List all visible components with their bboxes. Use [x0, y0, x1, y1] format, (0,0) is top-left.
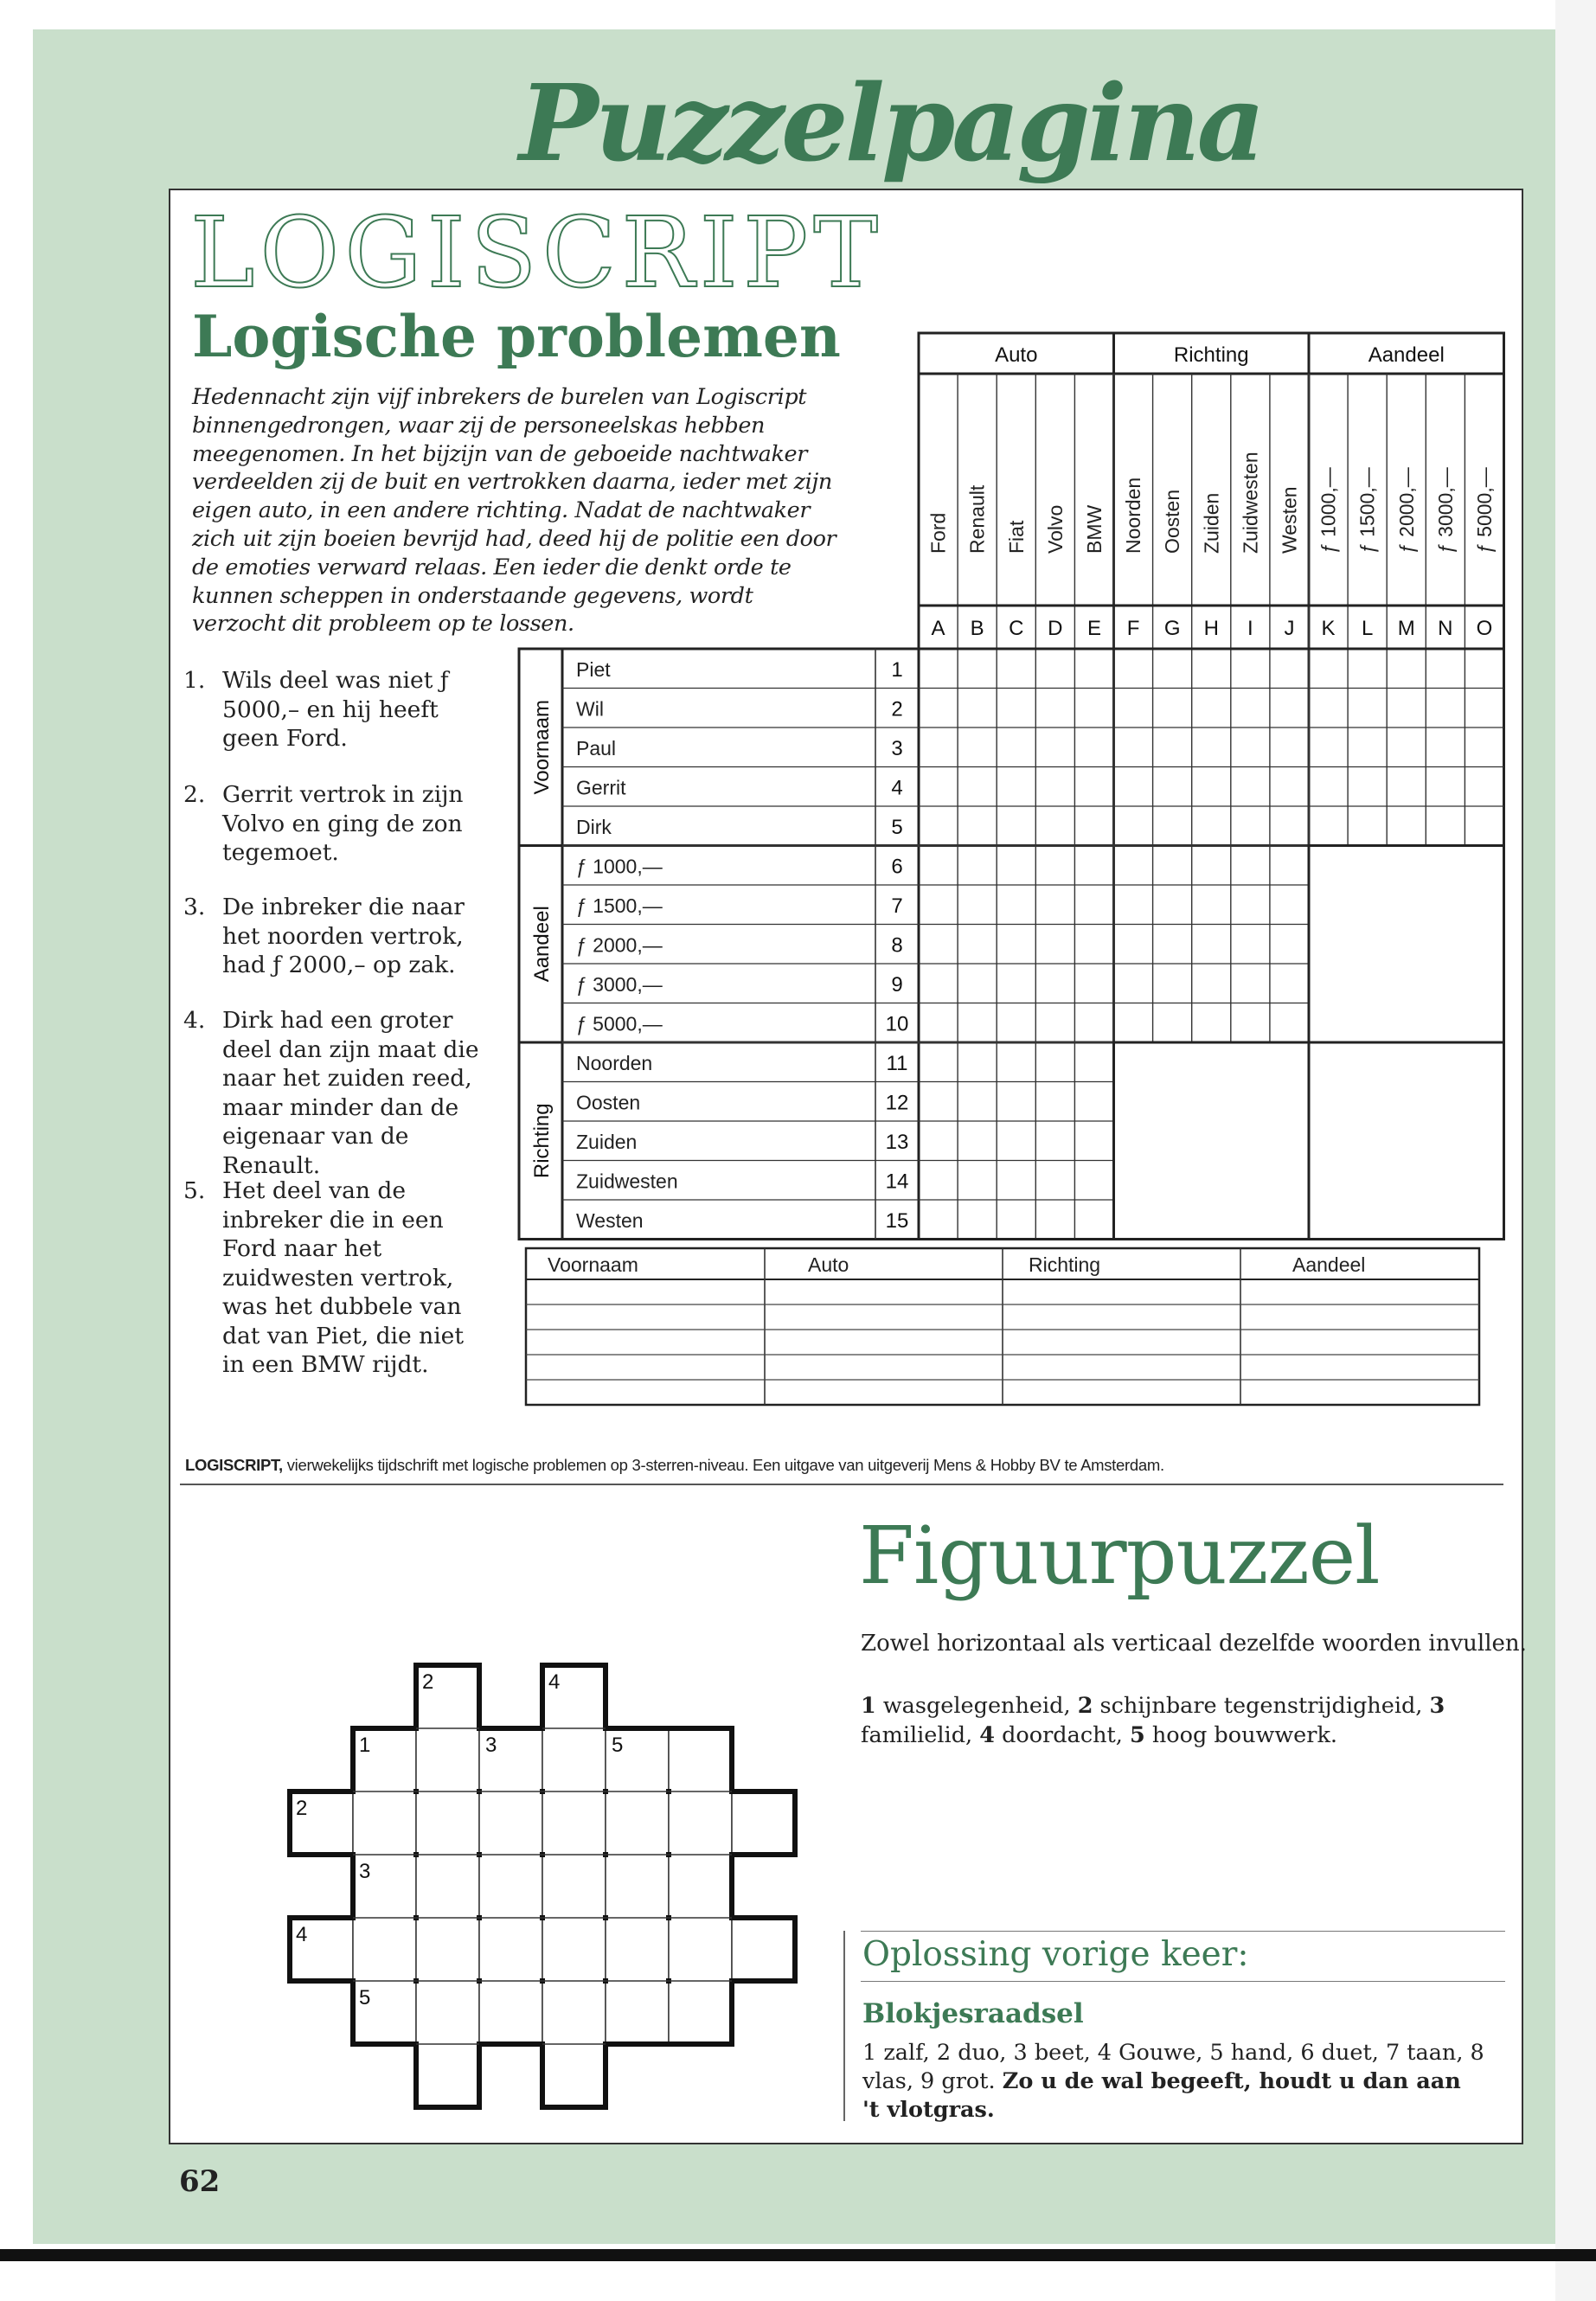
clue-text: Wils deel was niet ƒ 5000,– en hij heeft geen Ford. — [222, 667, 449, 752]
puzzle-cell — [416, 1728, 479, 1791]
column-letter: M — [1397, 617, 1415, 640]
row-label: ƒ 1000,— — [576, 855, 663, 878]
puzzle-cell — [606, 1981, 669, 2044]
fig-clue-text: hoog bouwwerk. — [1151, 1722, 1338, 1748]
cell-number: 2 — [296, 1797, 308, 1820]
puzzle-cell — [479, 1918, 542, 1981]
puzzle-cell — [542, 1791, 606, 1855]
puzzle-cell — [669, 1855, 732, 1918]
column-label: Oosten — [1161, 489, 1184, 554]
bottom-rule — [0, 2249, 1596, 2261]
column-letter: E — [1086, 617, 1101, 640]
puzzle-cell — [479, 1981, 542, 2044]
column-group-label: Richting — [1173, 343, 1249, 367]
row-label: Zuidwesten — [576, 1170, 678, 1193]
puzzle-cell — [353, 1918, 416, 1981]
puzzle-cell — [416, 1791, 479, 1855]
row-number: 6 — [891, 855, 903, 879]
solution-phrase: Zo u de wal begeeft, houdt u dan aan 't vlotgras. — [862, 2068, 1461, 2123]
cell-number: 4 — [296, 1923, 308, 1946]
column-group-label: Auto — [995, 343, 1038, 367]
puzzle-cell — [353, 1791, 416, 1855]
column-label: ƒ 5000,— — [1472, 467, 1496, 554]
answer-column-header: Auto — [808, 1253, 849, 1276]
puzzle-cell — [416, 1918, 479, 1981]
puzzle-cell — [732, 1918, 795, 1981]
row-number: 15 — [885, 1209, 909, 1233]
puzzle-cell — [669, 1791, 732, 1855]
footer-brand: LOGISCRIPT, — [185, 1456, 283, 1474]
cell-number: 3 — [359, 1860, 371, 1883]
puzzle-cell — [669, 1918, 732, 1981]
row-number: 9 — [891, 973, 903, 997]
column-letter: D — [1048, 617, 1063, 640]
column-letter: B — [970, 617, 984, 640]
puzzle-cell — [606, 1791, 669, 1855]
column-label: Zuiden — [1200, 492, 1223, 554]
column-letter: N — [1438, 617, 1453, 640]
solution-title: Oplossing vorige keer: — [862, 1935, 1249, 1974]
fig-clue-text: familielid, — [861, 1722, 973, 1748]
puzzle-cell — [542, 1855, 606, 1918]
row-label: Oosten — [576, 1091, 641, 1114]
row-label: ƒ 2000,— — [576, 933, 663, 957]
fig-clue-text: doordacht, — [1002, 1722, 1123, 1748]
clue-text: Het deel van de inbreker die in een Ford naar het zuidwesten vertrok, was het dubbele van dat van Piet, die niet in een BMW rijdt. — [222, 1177, 465, 1378]
column-label: Volvo — [1043, 504, 1067, 554]
page-number: 62 — [179, 2164, 221, 2199]
cell-number: 3 — [485, 1734, 497, 1757]
column-letter: L — [1361, 617, 1374, 640]
row-label: Gerrit — [576, 776, 626, 799]
row-number: 8 — [891, 933, 903, 958]
fig-clue-text: schijnbare tegenstrijdigheid, — [1099, 1693, 1423, 1719]
clue-number: 4. — [183, 1007, 206, 1034]
fig-clue-number: 2 — [1077, 1693, 1093, 1719]
clue-number: 2. — [183, 781, 206, 808]
cell-number: 5 — [359, 1986, 371, 2009]
row-group-label: Voornaam — [530, 700, 554, 795]
column-label: ƒ 2000,— — [1394, 467, 1418, 554]
answer-column-header: Voornaam — [548, 1253, 638, 1276]
puzzle-cell — [542, 1981, 606, 2044]
puzzle-cell — [416, 2044, 479, 2107]
column-letter: A — [931, 617, 945, 640]
puzzle-cell — [606, 1855, 669, 1918]
fig-clue-text: wasgelegenheid, — [882, 1693, 1071, 1719]
row-number: 7 — [891, 894, 903, 918]
fig-clue-number: 4 — [979, 1722, 995, 1748]
fig-clue-number: 1 — [861, 1693, 876, 1719]
column-label: BMW — [1082, 504, 1106, 554]
row-label: Paul — [576, 737, 617, 760]
cell-number: 1 — [359, 1734, 371, 1757]
clue-text: Gerrit vertrok in zijn Volvo en ging de zon tegemoet. — [222, 781, 464, 866]
column-letter: J — [1284, 617, 1295, 640]
clue-text: Dirk had een groter deel dan zijn maat die naar het zuiden reed, maar minder dan de eigenaar van de Renault. — [222, 1007, 479, 1179]
column-letter: F — [1126, 617, 1140, 640]
masthead-title: Puzzelpagina — [519, 61, 1262, 185]
figuurpuzzel-title: Figuurpuzzel — [859, 1509, 1380, 1602]
row-group-label: Aandeel — [530, 906, 554, 983]
column-label: ƒ 3000,— — [1433, 467, 1457, 554]
clue-number: 3. — [183, 894, 206, 920]
column-letter: G — [1163, 617, 1181, 640]
solution-rule-top — [861, 1931, 1505, 1932]
row-label: Westen — [576, 1209, 644, 1232]
row-group-label: Richting — [530, 1103, 554, 1179]
row-label: Wil — [576, 697, 604, 721]
row-label: Noorden — [576, 1052, 653, 1074]
footer-text: vierwekelijks tijdschrift met logische problemen op 3-sterren-niveau. Een uitgave van uitgeverij Mens & Hobby BV te Amsterdam. — [286, 1456, 1164, 1474]
solution-answers: 1 zalf, 2 duo, 3 beet, 4 Gouwe, 5 hand, 6 duet, 7 taan, 8 vlas, 9 grot. — [862, 2040, 1484, 2094]
column-label: Fiat — [1004, 520, 1028, 554]
fig-clue-number: 5 — [1130, 1722, 1145, 1748]
figuurpuzzel-instruction: Zowel horizontaal als verticaal dezelfde woorden invullen. — [861, 1631, 1527, 1657]
clue-number: 1. — [183, 667, 206, 694]
puzzle-cell — [479, 1855, 542, 1918]
column-label: Zuidwesten — [1239, 452, 1262, 554]
intro-text: Hedennacht zijn vijf inbrekers de burelen van Logiscript binnengedrongen, waar zij de personeelskas hebben meegenomen. In het bijzijn van de geboeide nachtwaker verdeelden zij de buit en vertrokken daarna, ieder met zijn eigen auto, in een andere richting. Nadat de nachtwaker zich uit zijn boeien bevrijd had, deed hij de politie een door de emoties verward relaas. Een ieder die denkt orde te kunnen scheppen in onderstaande gegevens, wordt verzocht dit probleem op te lossen. — [192, 384, 836, 638]
row-number: 3 — [891, 737, 903, 760]
column-letter: K — [1321, 617, 1336, 640]
column-letter: O — [1476, 617, 1493, 640]
puzzle-cell — [606, 1918, 669, 1981]
logiscript-logo: LOGISCRIPT — [190, 197, 883, 310]
row-label: ƒ 1500,— — [576, 894, 663, 917]
row-number: 1 — [891, 658, 903, 682]
column-label: Noorden — [1122, 477, 1145, 554]
row-number: 5 — [891, 816, 903, 839]
column-letter: C — [1009, 617, 1024, 640]
solution-text — [862, 2039, 1485, 2125]
puzzle-cell — [669, 1728, 732, 1791]
row-number: 11 — [886, 1052, 908, 1075]
clue-number: 5. — [183, 1177, 206, 1204]
cell-number: 5 — [612, 1734, 624, 1757]
puzzle-cell — [542, 1918, 606, 1981]
column-label: ƒ 1000,— — [1317, 467, 1340, 554]
column-letter: H — [1203, 617, 1219, 640]
row-label: Piet — [576, 658, 611, 681]
fig-clue-number: 3 — [1429, 1693, 1445, 1719]
column-letter: I — [1247, 617, 1253, 640]
row-number: 13 — [885, 1131, 909, 1154]
row-number: 14 — [885, 1170, 909, 1194]
row-number: 12 — [885, 1091, 909, 1115]
row-number: 10 — [885, 1012, 909, 1036]
row-label: ƒ 5000,— — [576, 1012, 663, 1035]
puzzle-cell — [479, 1791, 542, 1855]
answer-column-header: Richting — [1029, 1253, 1101, 1276]
row-label: Zuiden — [576, 1131, 638, 1153]
puzzle-cell — [416, 1981, 479, 2044]
row-label: Dirk — [576, 816, 612, 838]
column-label: Renault — [965, 484, 989, 554]
puzzle-cell — [542, 2044, 606, 2107]
puzzle-cell — [542, 1728, 606, 1791]
column-label: Ford — [926, 512, 950, 554]
cell-number: 2 — [422, 1670, 434, 1694]
puzzle-cell — [416, 1855, 479, 1918]
column-label: ƒ 1500,— — [1356, 467, 1379, 554]
puzzle-cell — [669, 1981, 732, 2044]
puzzle-cell — [732, 1791, 795, 1855]
column-label: Westen — [1278, 486, 1301, 554]
column-group-label: Aandeel — [1368, 343, 1445, 367]
row-number: 2 — [891, 697, 903, 721]
row-label: ƒ 3000,— — [576, 973, 663, 996]
clue-text: De inbreker die naar het noorden vertrok, had ƒ 2000,– op zak. — [222, 894, 465, 978]
cell-number: 4 — [548, 1670, 561, 1694]
solution-subtitle: Blokjesraadsel — [862, 1998, 1084, 2029]
answer-column-header: Aandeel — [1292, 1253, 1366, 1276]
row-number: 4 — [891, 776, 903, 800]
section-heading: Logische problemen — [192, 303, 841, 370]
solution-rule — [861, 1981, 1505, 1982]
